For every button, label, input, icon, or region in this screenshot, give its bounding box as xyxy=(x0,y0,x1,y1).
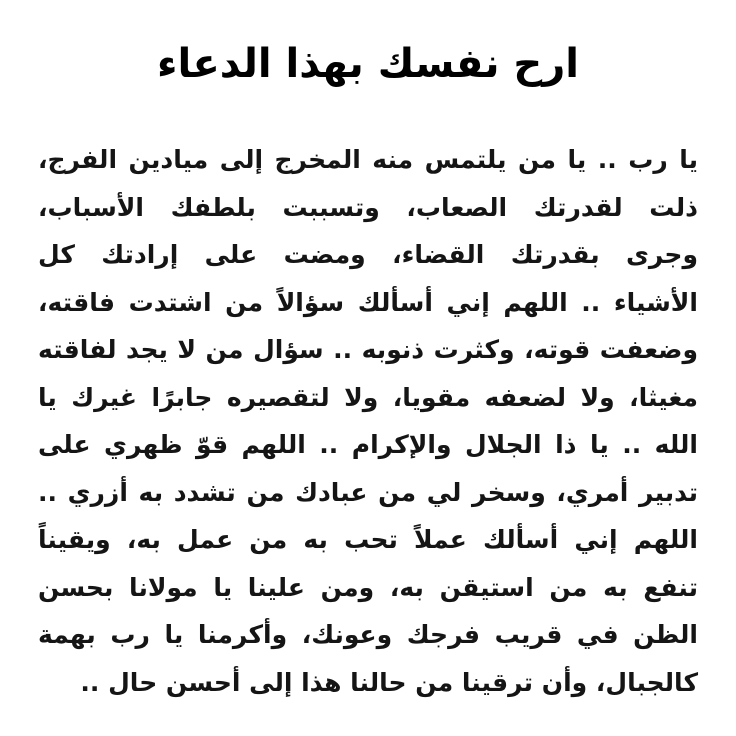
text-line: تنفع به من استيقن به، ومن علينا يا مولانا بحسن xyxy=(38,572,698,602)
text-line: وجرى بقدرتك القضاء، ومضت على إرادتك كل xyxy=(38,240,698,269)
page-title: ارح نفسك بهذا الدعاء xyxy=(157,41,579,87)
text-line: ذلت لقدرتك الصعاب، وتسببت بلطفك الأسباب، xyxy=(38,192,698,222)
text-line: مغيثا، ولا لضعفه مقويا، ولا لتقصيره جابرًا غيرك يا xyxy=(38,382,698,412)
text-line: كالجبال، وأن ترقينا من حالنا هذا إلى أحسن حال .. xyxy=(80,667,698,697)
text-line: الظن في قريب فرجك وعونك، وأكرمنا يا رب بهمة xyxy=(38,620,698,649)
text-line: الله .. يا ذا الجلال والإكرام .. اللهم قوّ ظهري على xyxy=(38,430,698,459)
text-line: تدبير أمري، وسخر لي من عبادك من تشدد به أزري .. xyxy=(38,477,698,507)
text-line: يا رب .. يا من يلتمس منه المخرج إلى ميادين الفرج، xyxy=(38,145,698,174)
text-line: اللهم إني أسألك عملاً تحب به من عمل به، ويقيناً xyxy=(38,525,698,554)
text-line: الأشياء .. اللهم إني أسألك سؤالاً من اشتدت فاقته، xyxy=(38,287,698,317)
prayer-text xyxy=(38,136,698,706)
text-line: وضعفت قوته، وكثرت ذنوبه .. سؤال من لا يجد لفاقته xyxy=(38,335,698,364)
